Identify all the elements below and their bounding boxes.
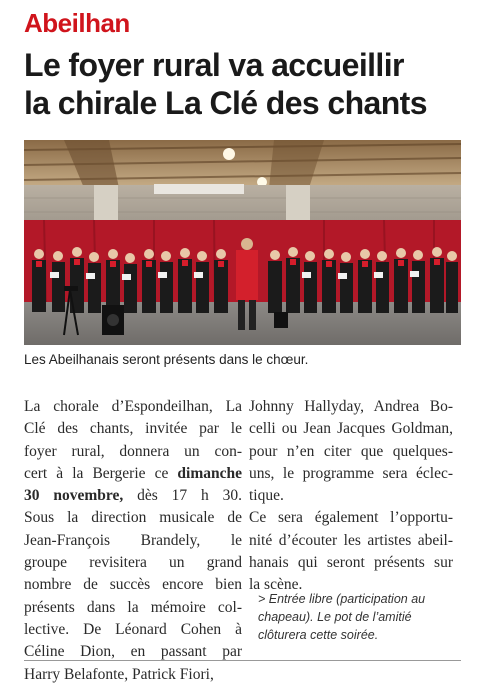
body-line: Céline Dion, en passant par	[24, 643, 242, 661]
article-column-1	[24, 396, 242, 686]
body-line: Clé des chants, invitée par le	[24, 420, 242, 438]
bottom-divider	[24, 660, 461, 661]
body-line: présents dans la mémoire col-	[24, 598, 242, 616]
choir-photo	[24, 140, 461, 345]
body-line: Sous la direction musicale de	[24, 509, 242, 527]
body-line: celli ou Jean Jacques Goldman,	[249, 420, 453, 438]
body-line: Ce sera également l’opportu-	[249, 509, 453, 527]
headline-line: Le foyer rural va accueillir	[24, 47, 404, 83]
body-line: lective. De Léonard Cohen à	[24, 620, 242, 638]
section-kicker: Abeilhan	[24, 8, 130, 38]
body-line: pour n’en citer que quelques-	[249, 442, 453, 460]
note-line: chapeau). Le pot de l’amitié	[258, 610, 412, 624]
body-line: uns, le programme sera éclec-	[249, 464, 453, 482]
note-line: clôturera cette soirée.	[258, 628, 379, 642]
body-line-with-date: cert à la Bergerie ce dimanche	[24, 464, 242, 482]
body-line: groupe revisitera un grand	[24, 554, 242, 572]
info-note	[258, 590, 458, 644]
article-headline	[24, 46, 476, 122]
body-line: nité d’écouter les artistes abeil-	[249, 531, 453, 549]
body-line: hanais qui seront présents sur	[249, 554, 453, 572]
headline-line: la chirale La Clé des chants	[24, 85, 427, 121]
body-line: Harry Belafonte, Patrick Fiori,	[24, 665, 214, 683]
body-line: La chorale d’Espondeilhan, La	[24, 398, 242, 415]
photo-caption: Les Abeilhanais seront présents dans le chœur.	[24, 352, 309, 367]
note-line: > Entrée libre (participation au	[258, 592, 426, 606]
body-line: foyer rural, donnera un con-	[24, 442, 242, 460]
body-line: Johnny Hallyday, Andrea Bo-	[249, 398, 453, 415]
body-line: nombre de succès encore bien	[24, 576, 242, 594]
article-column-2	[249, 396, 453, 597]
body-line: Jean-François Brandely, le	[24, 531, 242, 549]
body-line: tique.	[249, 487, 284, 505]
body-line-with-date: 30 novembre, dès 17 h 30.	[24, 487, 242, 505]
body-line: la scène.	[249, 576, 303, 594]
